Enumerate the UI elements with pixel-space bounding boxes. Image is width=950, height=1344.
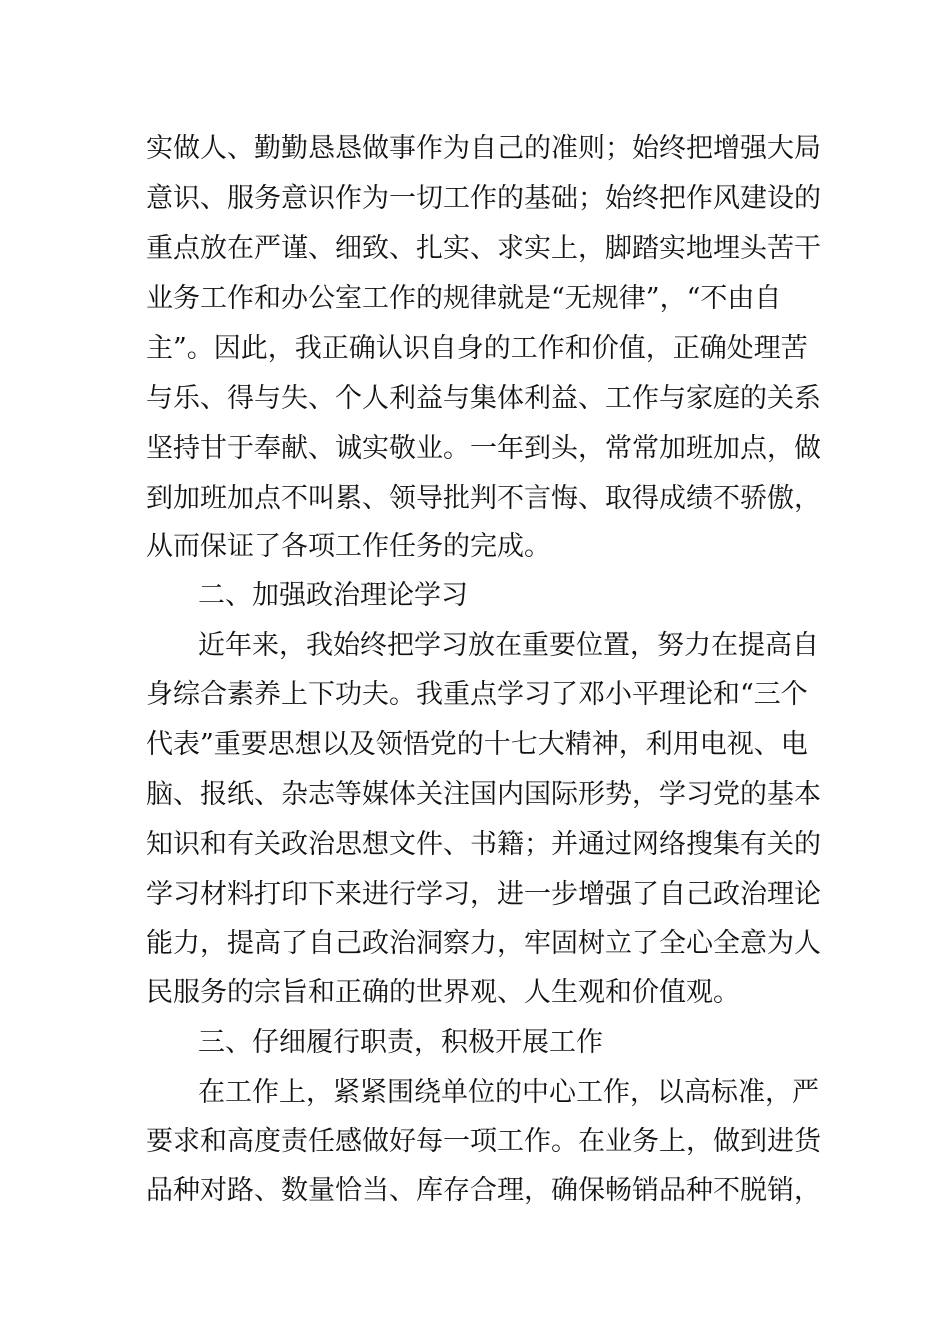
section-heading: 三、仔细履行职责，积极开展工作 [198,1027,603,1058]
text-line: 重点放在严谨、细致、扎实、求实上，脚踏实地埋头苦干 [146,233,821,264]
text-line: 能力，提高了自己政治洞察力，牢固树立了全心全意为人 [146,928,821,959]
text-line: 到加班加点不叫累、领导批判不言悔、取得成绩不骄傲， [146,483,821,514]
text-line: 实做人、勤勤恳恳做事作为自己的准则；始终把增强大局 [146,133,821,164]
paragraph-first-line: 在工作上，紧紧围绕单位的中心工作，以高标准，严 [198,1077,819,1108]
text-line: 要求和高度责任感做好每一项工作。在业务上，做到进货 [146,1126,821,1157]
section-heading: 二、加强政治理论学习 [198,580,468,611]
text-line: 民服务的宗旨和正确的世界观、人生观和价值观。 [146,977,740,1008]
text-line: 学习材料打印下来进行学习，进一步增强了自己政治理论 [146,879,821,910]
text-line: 坚持甘于奉献、诚实敬业。一年到头，常常加班加点，做 [146,433,821,464]
text-line: 品种对路、数量恰当、库存合理，确保畅销品种不脱销， [146,1175,821,1206]
text-line: 知识和有关政治思想文件、书籍；并通过网络搜集有关的 [146,829,821,860]
paragraph-first-line: 近年来，我始终把学习放在重要位置，努力在提高自 [198,630,819,661]
text-line: 从而保证了各项工作任务的完成。 [146,531,551,562]
text-line: 意识、服务意识作为一切工作的基础；始终把作风建设的 [146,183,821,214]
text-line: 代表”重要思想以及领悟党的十七大精神，利用电视、电 [146,729,808,760]
text-line: 身综合素养上下功夫。我重点学习了邓小平理论和“三个 [146,679,808,710]
text-line: 与乐、得与失、个人利益与集体利益、工作与家庭的关系 [146,383,821,414]
text-line: 主”。因此，我正确认识自身的工作和价值，正确处理苦 [146,333,808,364]
text-line: 业务工作和办公室工作的规律就是“无规律”，“不由自 [146,283,782,314]
text-line: 脑、报纸、杂志等媒体关注国内国际形势，学习党的基本 [146,779,821,810]
